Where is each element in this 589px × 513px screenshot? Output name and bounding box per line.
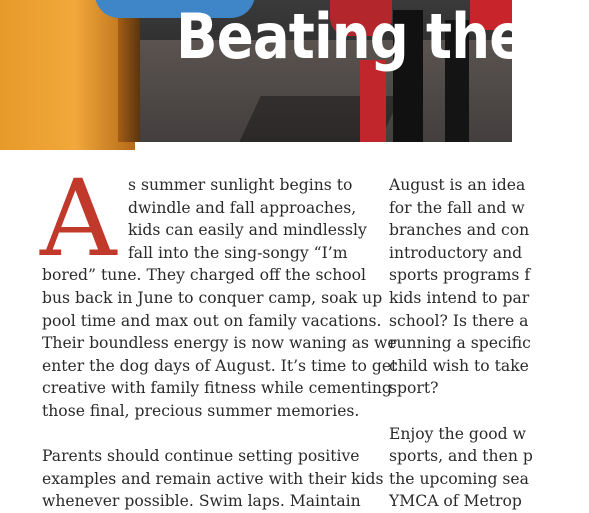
- text-line: fall into the sing-songy “I’m: [128, 243, 348, 262]
- hero-image: [0, 0, 585, 142]
- text-line: child wish to take: [389, 356, 529, 375]
- text-line: pool time and max out on family vacations.: [42, 311, 382, 330]
- text-line: branches and con: [389, 221, 530, 240]
- text-line: enter the dog days of August. It’s time to get: [42, 356, 398, 375]
- text-line: those final, precious summer memories.: [42, 401, 360, 420]
- text-line: bus back in June to conquer camp, soak up: [42, 288, 383, 307]
- paragraph-gap: [389, 400, 589, 423]
- text-line: school? Is there a: [389, 311, 529, 330]
- text-line: creative with family fitness while cementing: [42, 379, 392, 398]
- text-line: kids can easily and mindlessly: [128, 221, 367, 240]
- text-line: running a specific: [389, 334, 531, 353]
- article-title: Beating the B: [176, 0, 585, 73]
- text-line: dwindle and fall approaches,: [128, 198, 357, 217]
- paragraph-gap: [42, 423, 368, 446]
- text-line: s summer sunlight begins to: [128, 176, 353, 194]
- text-line: YMCA of Metrop: [389, 492, 522, 511]
- text-line: sport?: [389, 379, 439, 398]
- text-line: kids intend to par: [389, 288, 530, 307]
- text-line: Parents should continue setting positive: [42, 447, 360, 466]
- orange-costume-shape: [0, 0, 135, 150]
- text-line: sports programs f: [389, 266, 531, 285]
- text-line: examples and remain active with their kids: [42, 469, 384, 488]
- text-line: Their boundless energy is now waning as we: [42, 334, 397, 353]
- left-column: [42, 174, 398, 513]
- drop-cap: A: [40, 157, 117, 280]
- right-column: [389, 174, 589, 513]
- text-line: Enjoy the good w: [389, 424, 526, 443]
- text-line: introductory and: [389, 243, 523, 262]
- text-line: bored” tune. They charged off the school: [42, 266, 367, 285]
- text-line: sports, and then p: [389, 447, 533, 466]
- text-line: August is an idea: [389, 176, 526, 194]
- text-line: the upcoming sea: [389, 469, 529, 488]
- text-line: for the fall and w: [389, 198, 525, 217]
- orange-costume-edge: [118, 0, 140, 142]
- text-line: whenever possible. Swim laps. Maintain: [42, 492, 361, 511]
